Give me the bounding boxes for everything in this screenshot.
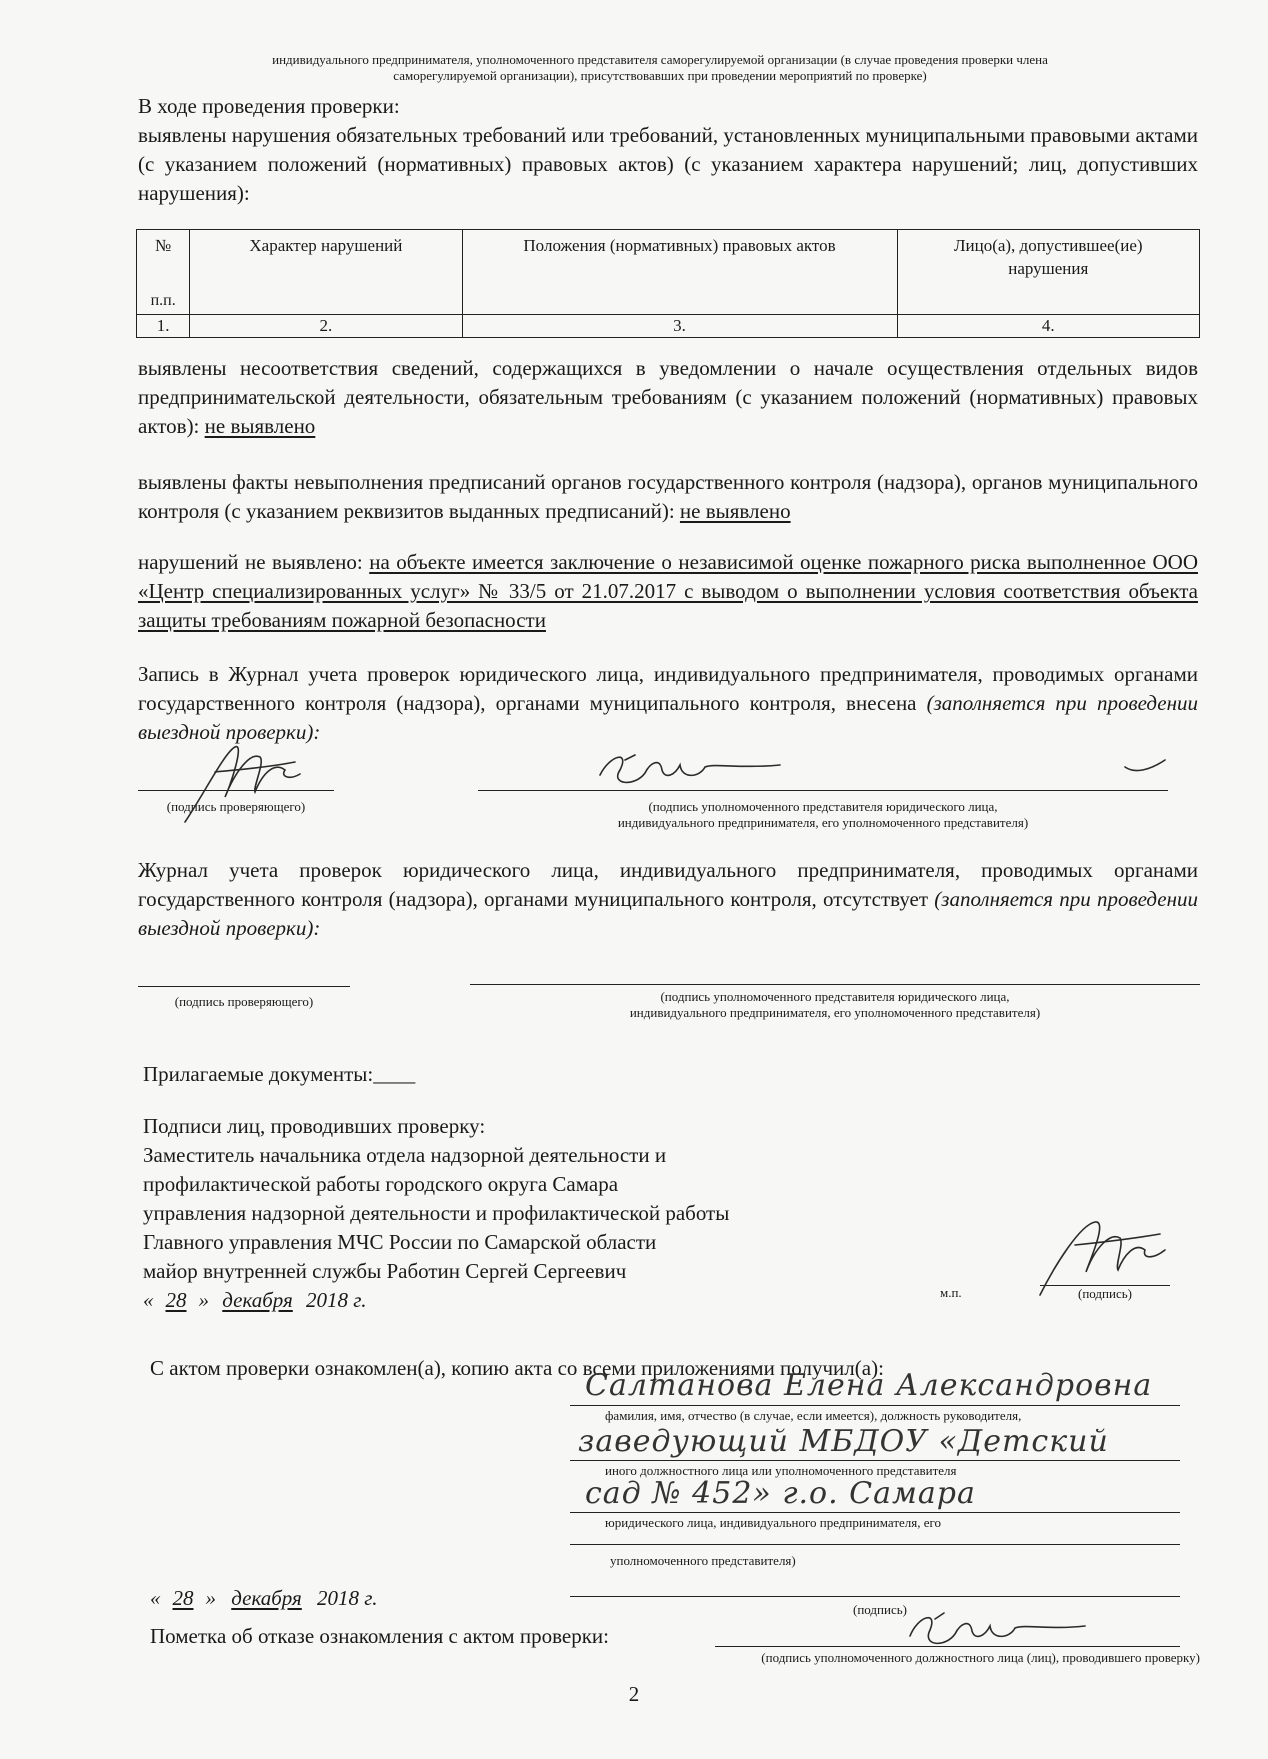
acquainted-label: С актом проверки ознакомлен(а), копию акта со всеми приложениями получил(а): xyxy=(150,1356,884,1380)
col-num-header xyxy=(137,230,190,315)
inspector-line: управления надзорной деятельности и профилактической работы xyxy=(143,1201,730,1225)
acquainted-date xyxy=(150,1584,377,1613)
header-note-line1: индивидуального предпринимателя, уполномоченного представителя саморегулируемой организации (в случае проведения проверки члена xyxy=(272,52,1048,67)
table-row xyxy=(137,315,1200,338)
acquainted-caption3: юридического лица, индивидуального предпринимателя, его xyxy=(605,1515,942,1530)
noncompliance-value: не выявлено xyxy=(679,499,791,523)
violations-table xyxy=(136,229,1200,338)
acquainted-hand-line3: сад № 452» г.о. Самара xyxy=(585,1476,976,1511)
acquainted-sig-caption: (подпись) xyxy=(853,1602,907,1617)
table-cell: 2. xyxy=(190,315,462,338)
sig-rep-caption-line2: индивидуального предпринимателя, его уполномоченного представителя) xyxy=(617,815,1029,830)
noncompliance-block xyxy=(138,468,1198,526)
acquainted-line3 xyxy=(570,1512,1180,1513)
date-month: декабря xyxy=(222,1288,293,1312)
inspection-intro: В ходе проведения проверки: xyxy=(138,94,400,118)
rep-initial-mark xyxy=(1120,752,1170,776)
no-violations-text: нарушений не выявлено: xyxy=(138,550,363,574)
acquainted-line4 xyxy=(570,1544,1180,1545)
violations-text: выявлены нарушения обязательных требований или требований, установленных муниципальными правовыми актами (с указанием положений (нормативных) правовых актов) (с указанием характера нарушений; лиц, допустивших нарушения): xyxy=(138,123,1198,205)
date-year: 2018 г. xyxy=(306,1288,367,1312)
acquainted-caption2: иного должностного лица или уполномоченного представителя xyxy=(605,1463,957,1478)
refusal-caption: (подпись уполномоченного должностного лица (лиц), проводившего проверку) xyxy=(761,1650,1200,1665)
attachments-value: ____ xyxy=(373,1062,416,1086)
inspectors-date xyxy=(143,1286,903,1315)
rep-sign-line xyxy=(478,790,1168,791)
sig-rep-caption xyxy=(478,799,1168,831)
acquainted-caption4: уполномоченного представителя) xyxy=(610,1553,796,1568)
inspector-line: майор внутренней службы Работин Сергей Сергеевич xyxy=(143,1259,627,1283)
inspector-line: Заместитель начальника отдела надзорной деятельности и xyxy=(143,1143,667,1167)
sig-rep-caption-2-line1: (подпись уполномоченного представителя юридического лица, xyxy=(660,989,1010,1004)
mismatch-value: не выявлено xyxy=(204,414,316,438)
acquainted-sign-line xyxy=(570,1596,1180,1597)
sig-inspector-caption-2: (подпись проверяющего) xyxy=(174,994,314,1009)
noncompliance-text: выявлены факты невыполнения предписаний органов государственного контроля (надзора), органов муниципального контроля (с указанием реквизитов выданных предписаний): xyxy=(138,470,1198,523)
acquainted-line1 xyxy=(570,1405,1180,1406)
col-nature-header: Характер нарушений xyxy=(190,230,462,315)
mismatch-text: выявлены несоответствия сведений, содержащихся в уведомлении о начале осуществления отдельных видов предпринимательской деятельности, обязательным требованиям (с указанием положений (нормативных) правовых актов): xyxy=(138,356,1198,438)
header-note-line2: саморегулируемой организации), присутствовавших при проведении мероприятий по проверке) xyxy=(393,68,927,83)
table-header-row xyxy=(137,230,1200,315)
journal-absent-block xyxy=(138,856,1198,943)
table-cell: 3. xyxy=(462,315,897,338)
col-provisions-header: Положения (нормативных) правовых актов xyxy=(462,230,897,315)
table-cell: 4. xyxy=(897,315,1199,338)
acquainted-hand-line1: Салтанова Елена Александровна xyxy=(585,1368,1153,1403)
date-close: » xyxy=(205,1586,216,1610)
col-num-bottom: п.п. xyxy=(150,292,176,309)
date-month: декабря xyxy=(231,1586,302,1610)
rep-signature-1 xyxy=(590,745,790,795)
date-day: 28 xyxy=(172,1586,194,1610)
journal-entry-text: Запись в Журнал учета проверок юридического лица, индивидуального предпринимателя, проводимых органами государственного контроля (надзора), органами муниципального контроля, внесена xyxy=(138,662,1198,715)
no-violations-block xyxy=(138,548,1198,635)
col-persons-header: Лицо(а), допустившее(ие) нарушения xyxy=(897,230,1199,315)
acquainted-line2 xyxy=(570,1460,1180,1461)
date-close: » xyxy=(198,1288,209,1312)
sig-inspector-caption: (подпись проверяющего) xyxy=(166,799,306,814)
acquainted-hand-line2: заведующий МБДОУ «Детский xyxy=(578,1424,1109,1459)
rep-sign-line-2 xyxy=(470,984,1200,985)
table-cell: 1. xyxy=(137,315,190,338)
sig-rep-caption-2-line2: индивидуального предпринимателя, его уполномоченного представителя) xyxy=(629,1005,1041,1020)
journal-absent-italic: (заполняется при проведении выездной проверки): xyxy=(138,887,1199,940)
inspector-line: Главного управления МЧС России по Самарской области xyxy=(143,1230,657,1254)
header-note xyxy=(140,52,1180,84)
inspector-sig-caption: (подпись) xyxy=(1078,1286,1132,1301)
journal-entry-italic: (заполняется при проведении выездной проверки): xyxy=(138,691,1199,744)
journal-absent-text: Журнал учета проверок юридического лица, индивидуального предпринимателя, проводимых органами государственного контроля (надзора), органами муниципального контроля, отсутствует xyxy=(138,858,1198,911)
attachments-label: Прилагаемые документы: xyxy=(143,1062,374,1086)
no-violations-value: на объекте имеется заключение о независимой оценке пожарного риска выполненное ООО «Центр специализированных услуг» № 33/5 от 21.07.2017 с выводом о выполнении условия соответствия объекта защиты требованиям пожарной безопасности xyxy=(138,550,1198,632)
sig-rep-caption-2 xyxy=(470,989,1200,1021)
inspectors-block xyxy=(143,1112,903,1315)
inspector-signature-2 xyxy=(1020,1210,1170,1305)
mp-label: м.п. xyxy=(940,1285,962,1300)
inspector-sign-line-2 xyxy=(138,986,350,987)
page-number: 2 xyxy=(628,1682,640,1706)
attachments-block xyxy=(143,1060,415,1089)
sig-rep-caption-line1: (подпись уполномоченного представителя юридического лица, xyxy=(648,799,998,814)
date-year: 2018 г. xyxy=(317,1586,378,1610)
inspector-line: профилактической работы городского округа Самара xyxy=(143,1172,619,1196)
date-open: « xyxy=(150,1586,161,1610)
mismatch-block xyxy=(138,354,1198,441)
rep-signature-2 xyxy=(900,1604,1090,1654)
inspectors-label: Подписи лиц, проводивших проверку: xyxy=(143,1114,486,1138)
acquainted-caption1: фамилия, имя, отчество (в случае, если имеется), должность руководителя, xyxy=(605,1408,1022,1423)
date-open: « xyxy=(143,1288,154,1312)
col-num-top: № xyxy=(155,236,172,255)
refusal-label: Пометка об отказе ознакомления с актом проверки: xyxy=(150,1624,609,1648)
inspector-signature-1 xyxy=(175,732,325,832)
date-day: 28 xyxy=(165,1288,187,1312)
